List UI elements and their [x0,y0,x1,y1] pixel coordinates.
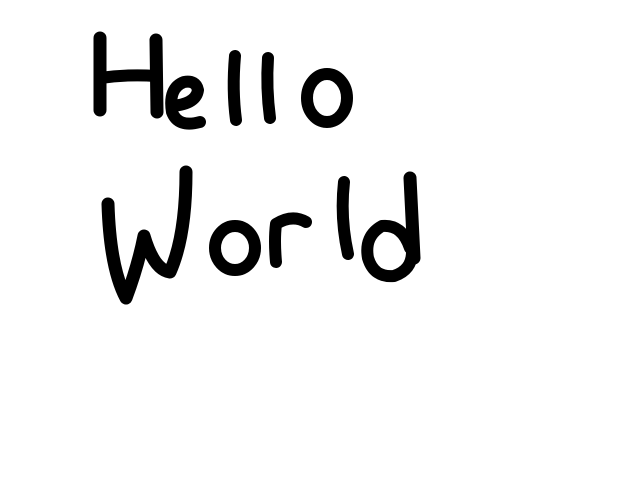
stroke-w [108,172,186,298]
stroke-l-2 [267,58,270,118]
stroke-d-bowl [367,226,412,276]
handwritten-word-world [108,172,414,298]
stroke-h-bar [100,75,156,78]
stroke-l-1 [234,56,236,120]
stroke-h-right [156,40,157,112]
stroke-o [307,74,347,122]
stroke-e [171,82,200,124]
stroke-l-3 [343,182,348,254]
stroke-r [275,218,306,262]
stroke-o-2 [215,226,255,270]
stroke-d-stem [410,178,414,258]
handwritten-word-hello [100,38,347,124]
